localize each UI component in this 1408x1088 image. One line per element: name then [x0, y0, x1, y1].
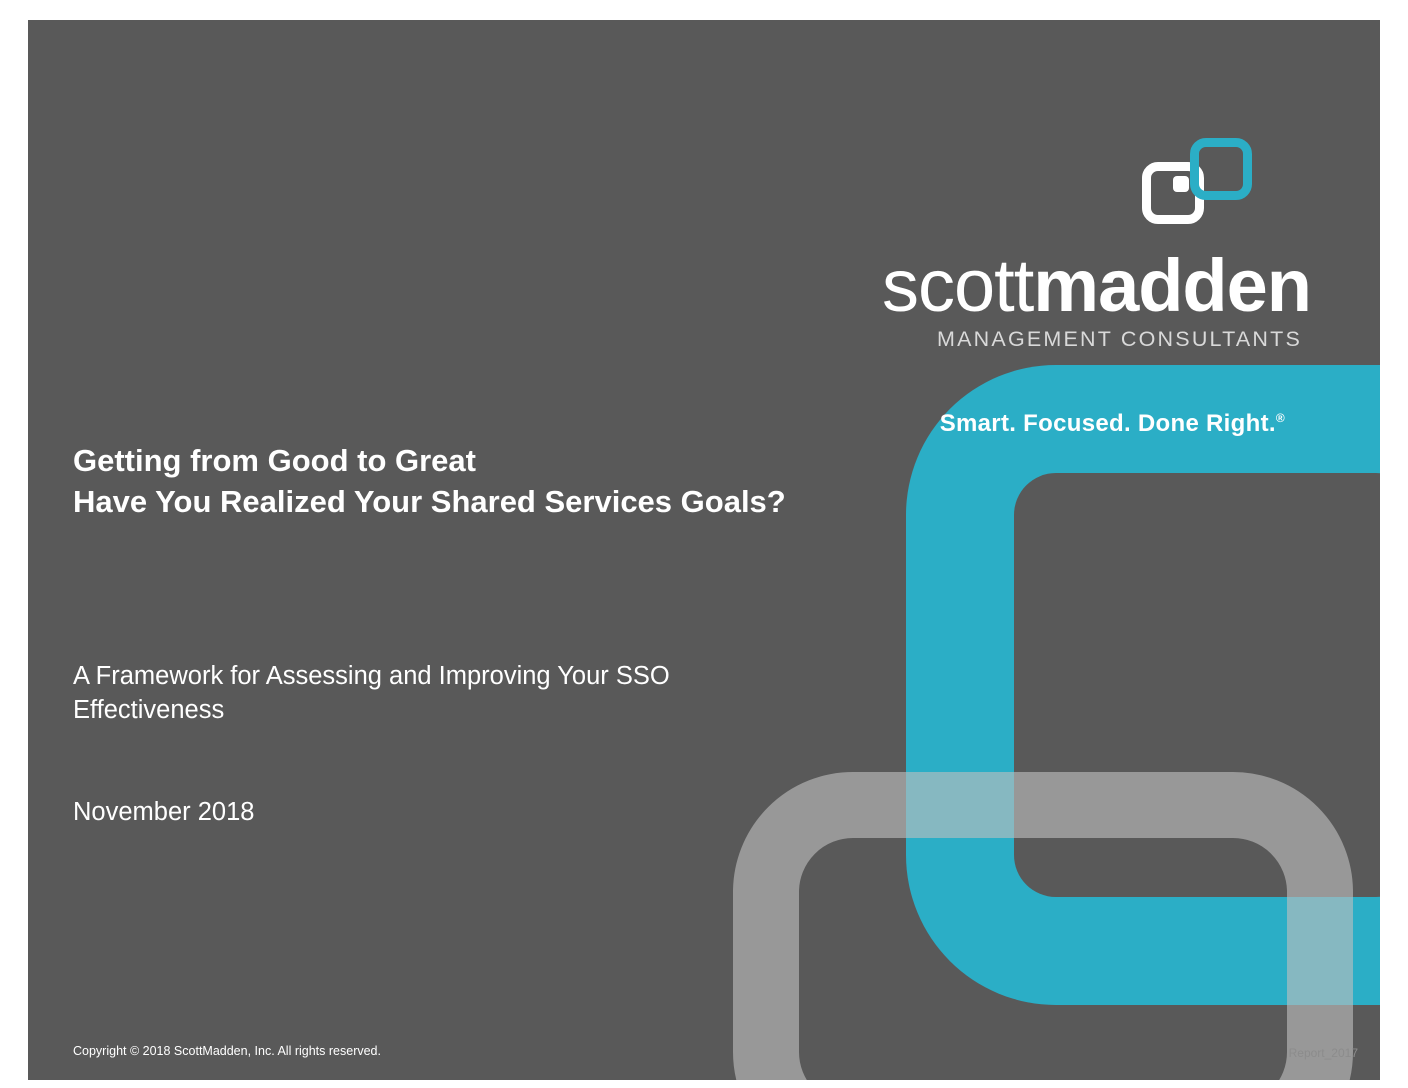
- publication-date: November 2018: [73, 798, 255, 826]
- registered-mark: ®: [1275, 411, 1285, 425]
- brand-name-part1: scott: [882, 244, 1034, 327]
- tagline-text: Smart. Focused. Done Right.: [939, 410, 1276, 437]
- document-reference: Report_2017: [1288, 1046, 1358, 1060]
- brand-tagline: [940, 410, 1285, 438]
- brand-descriptor: MANAGEMENT CONSULTANTS: [937, 327, 1302, 352]
- title-line-1: Getting from Good to Great: [73, 443, 476, 478]
- brand-name-part2: madden: [1033, 244, 1311, 327]
- grey-rounded-square-graphic: [733, 772, 1353, 1080]
- page-subtitle: A Framework for Assessing and Improving Your SSO Effectiveness: [73, 662, 670, 724]
- teal-rounded-square-graphic: [906, 365, 1380, 1005]
- teal-square-icon: [1190, 138, 1252, 200]
- logo-marks: [882, 138, 1302, 246]
- brand-wordmark: [882, 244, 1311, 327]
- title-line-2: Have You Realized Your Shared Services Goals?: [73, 484, 786, 520]
- page-title: [73, 440, 923, 522]
- slide-canvas: [28, 20, 1380, 1080]
- copyright-notice: Copyright © 2018 ScottMadden, Inc. All rights reserved.: [73, 1044, 381, 1058]
- dot-icon: [1173, 176, 1189, 192]
- brand-logo: [882, 138, 1311, 352]
